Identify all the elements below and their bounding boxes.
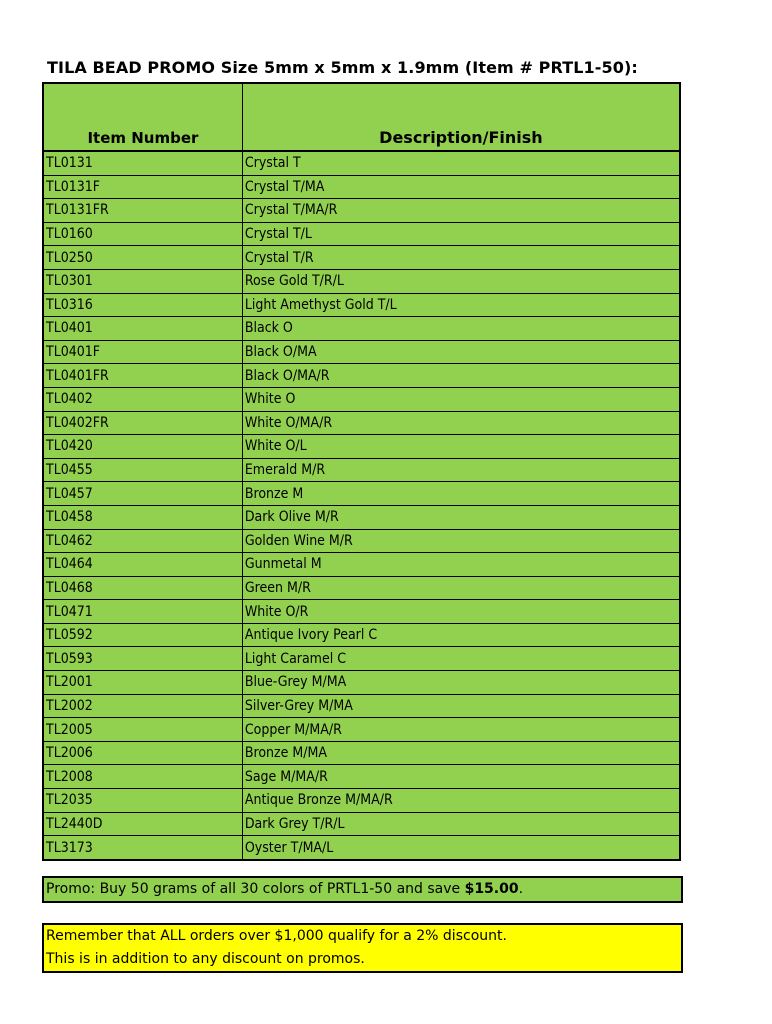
item-number-cell: TL0457 — [43, 482, 242, 506]
table-row — [43, 741, 680, 765]
table-row — [43, 222, 680, 246]
description-cell: Rose Gold T/R/L — [242, 269, 680, 293]
table-row — [43, 435, 680, 459]
description-cell: Antique Bronze M/MA/R — [242, 789, 680, 813]
table-row — [43, 718, 680, 742]
table-row — [43, 623, 680, 647]
description-cell: Golden Wine M/R — [242, 529, 680, 553]
description-cell: Crystal T/MA — [242, 175, 680, 199]
description-cell: White O/MA/R — [242, 411, 680, 435]
promo-text: Promo: Buy 50 grams of all 30 colors of PRTL1-50 and save — [46, 881, 465, 897]
description-cell: Oyster T/MA/L — [242, 836, 680, 860]
item-number-cell: TL0131 — [43, 151, 242, 175]
table-header-row — [43, 83, 680, 151]
item-number-cell: TL2035 — [43, 789, 242, 813]
item-table — [42, 82, 681, 861]
item-number-cell: TL0462 — [43, 529, 242, 553]
table-row — [43, 765, 680, 789]
table-row — [43, 458, 680, 482]
reminder-line-1: Remember that ALL orders over $1,000 qualify for a 2% discount. — [46, 928, 507, 944]
description-cell: Crystal T/R — [242, 246, 680, 270]
description-cell: Black O/MA — [242, 340, 680, 364]
description-cell: Sage M/MA/R — [242, 765, 680, 789]
description-cell: Light Amethyst Gold T/L — [242, 293, 680, 317]
item-number-cell: TL2008 — [43, 765, 242, 789]
description-cell: Light Caramel C — [242, 647, 680, 671]
item-number-cell: TL0316 — [43, 293, 242, 317]
item-number-cell: TL2002 — [43, 694, 242, 718]
item-number-cell: TL0402 — [43, 387, 242, 411]
description-cell: Green M/R — [242, 576, 680, 600]
description-cell: Gunmetal M — [242, 553, 680, 577]
page-title: TILA BEAD PROMO Size 5mm x 5mm x 1.9mm (Item # PRTL1-50): — [47, 58, 638, 77]
description-cell: White O/R — [242, 600, 680, 624]
description-cell: Crystal T/L — [242, 222, 680, 246]
header-description: Description/Finish — [242, 83, 680, 151]
description-cell: Dark Grey T/R/L — [242, 812, 680, 836]
item-number-cell: TL0401FR — [43, 364, 242, 388]
table-row — [43, 529, 680, 553]
description-cell: Silver-Grey M/MA — [242, 694, 680, 718]
table-row — [43, 246, 680, 270]
table-row — [43, 387, 680, 411]
item-number-cell: TL0401F — [43, 340, 242, 364]
item-number-cell: TL0131F — [43, 175, 242, 199]
description-cell: Blue-Grey M/MA — [242, 671, 680, 695]
item-number-cell: TL2005 — [43, 718, 242, 742]
item-number-cell: TL0593 — [43, 647, 242, 671]
table-row — [43, 411, 680, 435]
table-row — [43, 789, 680, 813]
table-row — [43, 553, 680, 577]
table-row — [43, 812, 680, 836]
description-cell: White O/L — [242, 435, 680, 459]
description-cell: Black O — [242, 317, 680, 341]
table-row — [43, 175, 680, 199]
promo-suffix: . — [518, 881, 524, 897]
promo-amount: $15.00 — [464, 881, 519, 897]
table-row — [43, 199, 680, 223]
item-number-cell: TL0455 — [43, 458, 242, 482]
promo-banner — [42, 876, 683, 903]
description-cell: Crystal T — [242, 151, 680, 175]
item-number-cell: TL0471 — [43, 600, 242, 624]
description-cell: Antique Ivory Pearl C — [242, 623, 680, 647]
description-cell: Emerald M/R — [242, 458, 680, 482]
item-number-cell: TL0420 — [43, 435, 242, 459]
table-row — [43, 317, 680, 341]
table-row — [43, 505, 680, 529]
item-number-cell: TL0131FR — [43, 199, 242, 223]
table-row — [43, 647, 680, 671]
item-number-cell: TL0250 — [43, 246, 242, 270]
description-cell: Bronze M — [242, 482, 680, 506]
item-number-cell: TL0468 — [43, 576, 242, 600]
item-number-cell: TL0592 — [43, 623, 242, 647]
table-row — [43, 836, 680, 860]
description-cell: Bronze M/MA — [242, 741, 680, 765]
item-number-cell: TL0458 — [43, 505, 242, 529]
reminder-line-2: This is in addition to any discount on promos. — [46, 951, 365, 967]
table-row — [43, 671, 680, 695]
description-cell: White O — [242, 387, 680, 411]
description-cell: Copper M/MA/R — [242, 718, 680, 742]
item-number-cell: TL0401 — [43, 317, 242, 341]
item-number-cell: TL2440D — [43, 812, 242, 836]
item-number-cell: TL0402FR — [43, 411, 242, 435]
description-cell: Dark Olive M/R — [242, 505, 680, 529]
item-number-cell: TL0160 — [43, 222, 242, 246]
table-row — [43, 576, 680, 600]
table-row — [43, 340, 680, 364]
description-cell: Crystal T/MA/R — [242, 199, 680, 223]
item-number-cell: TL0464 — [43, 553, 242, 577]
description-cell: Black O/MA/R — [242, 364, 680, 388]
header-item-number: Item Number — [43, 83, 242, 151]
item-number-cell: TL0301 — [43, 269, 242, 293]
item-number-cell: TL2006 — [43, 741, 242, 765]
table-row — [43, 293, 680, 317]
table-row — [43, 269, 680, 293]
discount-reminder — [42, 923, 683, 973]
table-row — [43, 364, 680, 388]
table-row — [43, 600, 680, 624]
item-number-cell: TL2001 — [43, 671, 242, 695]
table-row — [43, 694, 680, 718]
item-number-cell: TL3173 — [43, 836, 242, 860]
table-row — [43, 482, 680, 506]
table-row — [43, 151, 680, 175]
